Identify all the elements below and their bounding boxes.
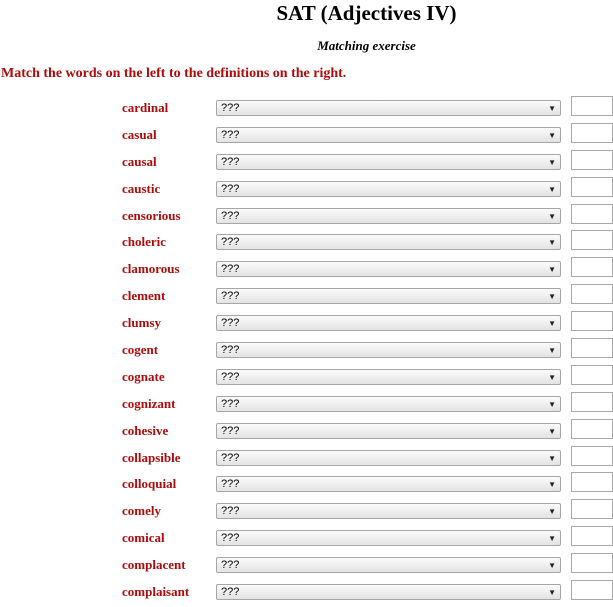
definition-select[interactable]: [216, 423, 561, 439]
dropdown-arrow-icon: ▼: [548, 534, 556, 544]
definition-select-value: ???: [221, 370, 240, 383]
definition-select-value: ???: [221, 344, 240, 357]
word-label: cohesive: [122, 422, 169, 438]
definition-select-value: ???: [221, 478, 240, 491]
answer-box[interactable]: [571, 123, 613, 143]
matching-row: [0, 177, 613, 204]
definition-select-value: ???: [221, 532, 240, 545]
answer-box[interactable]: [571, 499, 613, 519]
word-label: clamorous: [122, 261, 180, 277]
page-subtitle: Matching exercise: [317, 38, 416, 53]
dropdown-arrow-icon: ▼: [548, 238, 556, 248]
definition-select[interactable]: [216, 342, 561, 358]
word-label: comely: [122, 503, 161, 519]
definition-select-value: ???: [221, 102, 240, 114]
dropdown-arrow-icon: ▼: [548, 292, 556, 302]
definition-select-value: ???: [221, 586, 240, 599]
matching-row: [0, 338, 613, 365]
matching-row: [0, 150, 613, 177]
dropdown-arrow-icon: ▼: [548, 372, 556, 382]
word-label: comical: [122, 530, 165, 546]
matching-row: [0, 123, 613, 150]
definition-select[interactable]: [216, 315, 561, 331]
instructions-text: Match the words on the left to the definitions on the right.: [1, 66, 347, 81]
definition-select-value: ???: [221, 424, 240, 437]
matching-row: [0, 257, 613, 284]
matching-row: [0, 284, 613, 311]
page-title: SAT (Adjectives IV): [276, 1, 457, 25]
word-label: complacent: [122, 557, 186, 573]
definition-select-value: ???: [221, 236, 240, 249]
word-label: cogent: [122, 342, 159, 358]
definition-select[interactable]: [216, 396, 561, 412]
answer-box[interactable]: [571, 204, 613, 224]
answer-box[interactable]: [571, 177, 613, 197]
matching-row: [0, 472, 613, 499]
definition-select[interactable]: [216, 181, 561, 197]
definition-select[interactable]: [216, 476, 561, 492]
definition-select[interactable]: [216, 100, 561, 116]
dropdown-arrow-icon: ▼: [548, 453, 556, 463]
matching-row: [0, 230, 613, 257]
definition-select[interactable]: [216, 288, 561, 304]
answer-box[interactable]: [571, 472, 613, 492]
answer-box[interactable]: [571, 446, 613, 466]
definition-select[interactable]: [216, 127, 561, 143]
word-label: casual: [122, 126, 157, 142]
dropdown-arrow-icon: ▼: [548, 184, 556, 194]
word-label: cognizant: [122, 395, 176, 411]
definition-select[interactable]: [216, 584, 561, 600]
matching-row: [0, 446, 613, 473]
dropdown-arrow-icon: ▼: [548, 346, 556, 356]
matching-row: [0, 419, 613, 446]
word-label: collapsible: [122, 449, 181, 465]
definition-select[interactable]: [216, 154, 561, 170]
definition-select-value: ???: [221, 505, 240, 518]
answer-box[interactable]: [571, 284, 613, 304]
definition-select-value: ???: [221, 559, 240, 572]
matching-row: [0, 365, 613, 392]
matching-row: [0, 553, 613, 580]
dropdown-arrow-icon: ▼: [548, 104, 556, 113]
word-label: cognate: [122, 368, 165, 384]
answer-box[interactable]: [571, 526, 613, 546]
matching-row: [0, 580, 613, 607]
word-label: caustic: [122, 180, 161, 196]
dropdown-arrow-icon: ▼: [548, 319, 556, 329]
answer-box[interactable]: [571, 311, 613, 331]
definition-select[interactable]: [216, 557, 561, 573]
word-label: clumsy: [122, 315, 161, 331]
definition-select-value: ???: [221, 263, 240, 276]
definition-select[interactable]: [216, 369, 561, 385]
answer-box[interactable]: [571, 257, 613, 277]
word-label: censorious: [122, 207, 181, 223]
answer-box[interactable]: [571, 230, 613, 250]
answer-box[interactable]: [571, 338, 613, 358]
word-label: colloquial: [122, 476, 177, 492]
dropdown-arrow-icon: ▼: [548, 588, 556, 598]
definition-select[interactable]: [216, 208, 561, 224]
dropdown-arrow-icon: ▼: [548, 426, 556, 436]
definition-select-value: ???: [221, 317, 240, 330]
definition-select[interactable]: [216, 530, 561, 546]
matching-row: [0, 526, 613, 553]
matching-row: [0, 96, 613, 123]
word-label: complaisant: [122, 584, 190, 600]
answer-box[interactable]: [571, 553, 613, 573]
dropdown-arrow-icon: ▼: [548, 507, 556, 517]
definition-select-value: ???: [221, 155, 240, 168]
dropdown-arrow-icon: ▼: [548, 480, 556, 490]
dropdown-arrow-icon: ▼: [548, 399, 556, 409]
definition-select-value: ???: [221, 290, 240, 303]
answer-box[interactable]: [571, 150, 613, 170]
word-label: causal: [122, 153, 157, 169]
definition-select-value: ???: [221, 397, 240, 410]
definition-select[interactable]: [216, 450, 561, 466]
definition-select-value: ???: [221, 209, 240, 222]
definition-select[interactable]: [216, 503, 561, 519]
matching-row: [0, 311, 613, 338]
dropdown-arrow-icon: ▼: [548, 561, 556, 571]
answer-box[interactable]: [571, 392, 613, 412]
word-label: choleric: [122, 234, 167, 250]
definition-select-value: ???: [221, 128, 240, 141]
dropdown-arrow-icon: ▼: [548, 157, 556, 167]
word-label: cardinal: [122, 100, 169, 115]
matching-rows: [0, 96, 613, 607]
answer-box[interactable]: [571, 96, 613, 116]
definition-select-value: ???: [221, 451, 240, 464]
matching-row: [0, 204, 613, 231]
answer-box[interactable]: [571, 419, 613, 439]
word-label: clement: [122, 288, 166, 304]
dropdown-arrow-icon: ▼: [548, 265, 556, 275]
dropdown-arrow-icon: ▼: [548, 211, 556, 221]
matching-row: [0, 392, 613, 419]
definition-select[interactable]: [216, 234, 561, 250]
answer-box[interactable]: [571, 580, 613, 600]
answer-box[interactable]: [571, 365, 613, 385]
matching-row: [0, 499, 613, 526]
definition-select-value: ???: [221, 182, 240, 195]
definition-select[interactable]: [216, 261, 561, 277]
dropdown-arrow-icon: ▼: [548, 130, 556, 140]
